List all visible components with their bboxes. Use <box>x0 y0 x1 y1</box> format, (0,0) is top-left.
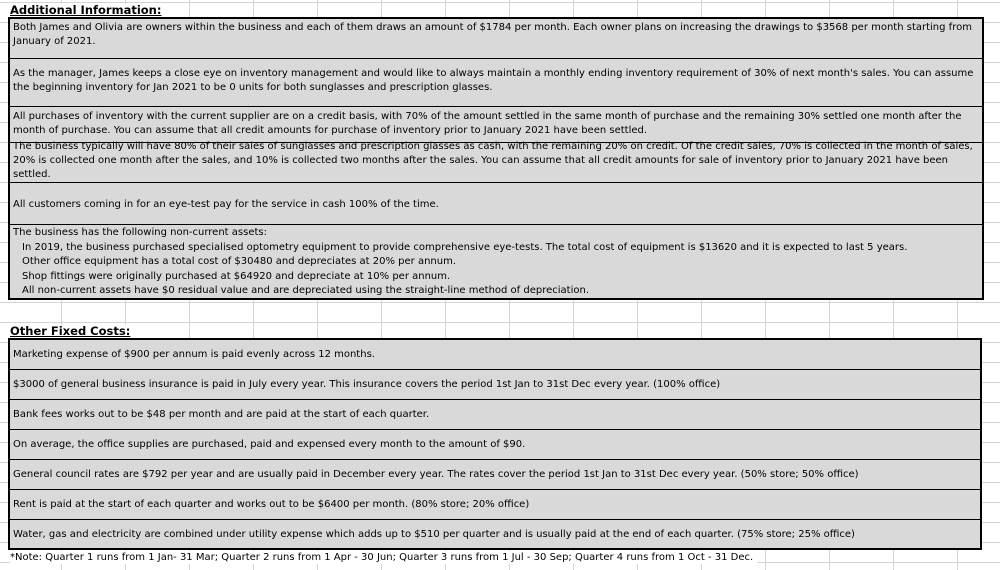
inventory-cell[interactable]: As the manager, James keeps a close eye on inventory management and would like to always maintain a monthly ending inventory requirement of 30% of next month's sales. You can assume the beginning inventory for Jan 2021 to be 0 units for both sunglasses and prescription glasses. <box>10 59 982 107</box>
assets-intro: The business has the following non-current assets: <box>13 227 267 238</box>
fixed-costs-block <box>8 338 982 550</box>
utilities-cell[interactable]: Water, gas and electricity are combined under utility expense which adds up to $510 per quarter and is usually paid at the end of each quarter. (75% store; 25% office) <box>13 529 855 540</box>
marketing-cell[interactable]: Marketing expense of $900 per annum is paid evenly across 12 months. <box>10 340 980 370</box>
insurance-cell[interactable]: $3000 of general business insurance is paid in July every year. This insurance covers the period 1st Jan to 31st Dec every year. (100% office) <box>10 370 980 400</box>
owners-drawings-cell[interactable]: Both James and Olivia are owners within the business and each of them draws an amount of $1784 per month. Each owner plans on increasing the drawings to $3568 per month starting from January of 2021. <box>10 19 982 59</box>
council-rates-cell[interactable]: General council rates are $792 per year and are usually paid in December every year. The rates cover the period 1st Jan to 31st Dec every year. (50% store; 50% office) <box>10 460 980 490</box>
asset-line: Other office equipment has a total cost of $30480 and depreciates at 20% per annum. <box>22 256 457 268</box>
rent-cell[interactable]: Rent is paid at the start of each quarter and works out to be $6400 per month. (80% store; 20% office) <box>10 490 980 520</box>
additional-info-block <box>8 17 984 300</box>
office-supplies-cell[interactable]: On average, the office supplies are purchased, paid and expensed every month to the amount of $90. <box>10 430 980 460</box>
asset-line: In 2019, the business purchased specialised optometry equipment to provide comprehensive eye-tests. The total cost of equipment is $13620 and it is expected to last 5 years. <box>22 241 908 253</box>
asset-line: All non-current assets have $0 residual value and are depreciated using the straight-line method of depreciation. <box>22 285 590 297</box>
eye-test-cell[interactable]: All customers coming in for an eye-test pay for the service in cash 100% of the time. <box>10 186 982 225</box>
sales-cell[interactable]: The business typically will have 80% of their sales of sunglasses and prescription glasses as cash, with the remaining 20% on credit. Of the credit sales, 70% is collected in the month of sales, 20% is collected one month after the sales, and 10% is collected two months after the sales. You can assume that all credit amounts for sale of inventory prior to January 2021 have been settled. <box>10 140 982 183</box>
non-current-assets-cell[interactable] <box>10 225 982 300</box>
bank-fees-cell[interactable]: Bank fees works out to be $48 per month and are paid at the start of each quarter. <box>10 400 980 430</box>
fixed-costs-title: Other Fixed Costs: <box>10 324 131 338</box>
asset-line: Shop fittings were originally purchased at $64920 and depreciate at 10% per annum. <box>22 270 451 282</box>
additional-info-title: Additional Information: <box>10 3 162 17</box>
quarter-note[interactable]: *Note: Quarter 1 runs from 1 Jan- 31 Mar; Quarter 2 runs from 1 Apr - 30 Jun; Quarter 3 runs from 1 Jul - 30 Sep; Quarter 4 runs from 1 Oct - 31 Dec. <box>10 551 757 564</box>
purchases-cell[interactable]: All purchases of inventory with the current supplier are on a credit basis, with 70% of the amount settled in the same month of purchase and the remaining 30% settled one month after the month of purchase. You can assume that all credit amounts for purchase of inventory prior to January 2021 have been settled. <box>10 107 982 143</box>
